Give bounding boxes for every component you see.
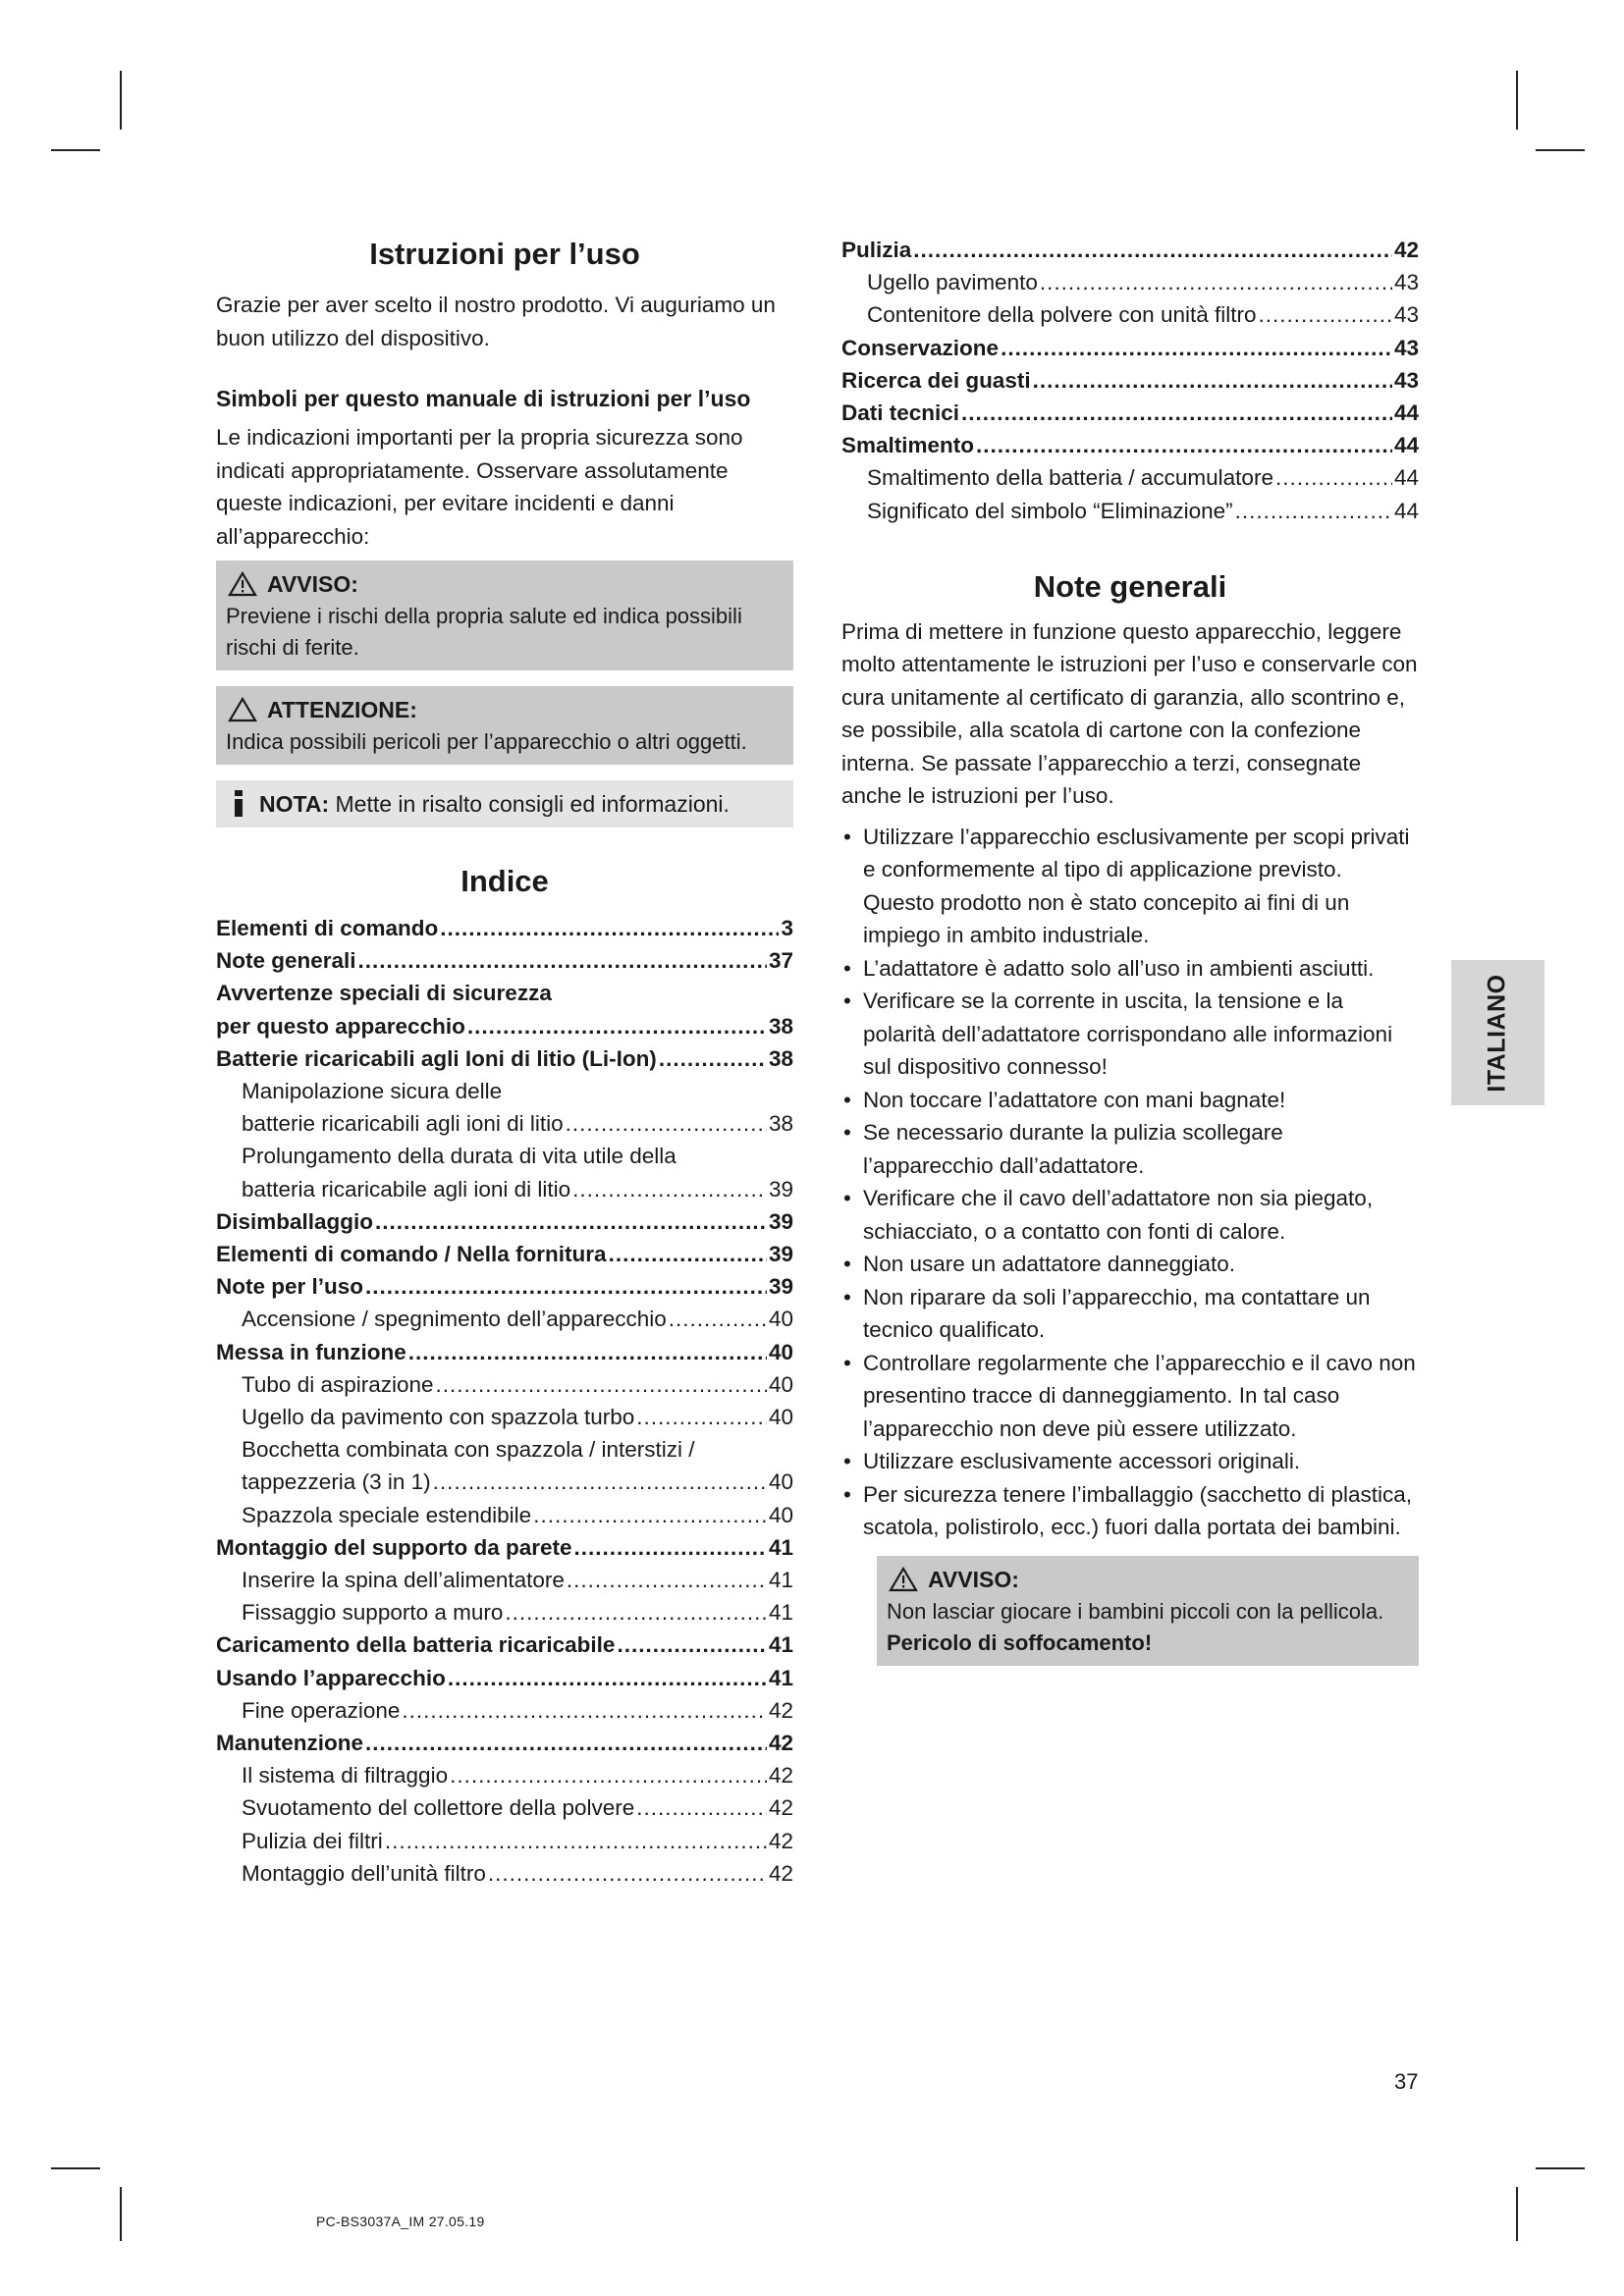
general-warning-bold: Pericolo di soffocamento! bbox=[887, 1629, 1153, 1655]
symbols-heading: Simboli per questo manuale di istruzioni per l’uso bbox=[216, 386, 751, 411]
manual-title: Istruzioni per l’uso bbox=[369, 237, 640, 271]
toc-leader-dots bbox=[961, 397, 1392, 429]
toc-page-number: 43 bbox=[1393, 302, 1419, 328]
toc-entry bbox=[216, 1694, 793, 1727]
language-tab-label: ITALIANO bbox=[1484, 973, 1511, 1093]
toc-entry bbox=[216, 1629, 793, 1661]
toc-leader-dots bbox=[533, 1499, 767, 1531]
toc-page-number: 40 bbox=[768, 1307, 793, 1332]
toc-entry-title: Montaggio del supporto da parete bbox=[216, 1534, 572, 1560]
toc-page-number: 41 bbox=[768, 1600, 793, 1626]
index-title: Indice bbox=[460, 864, 549, 898]
toc-entry bbox=[216, 1336, 793, 1368]
list-item bbox=[841, 1248, 1419, 1281]
bullet-icon: • bbox=[843, 1087, 851, 1112]
list-item-text: Controllare regolarmente che l’apparecchio e il cavo non presentino tracce di danneggiamento. In tal caso l’apparecchio non deve più essere utilizzato. bbox=[863, 1350, 1416, 1441]
crop-mark bbox=[1536, 149, 1585, 151]
toc-entry-title: Fine operazione bbox=[242, 1697, 401, 1723]
toc-entry bbox=[216, 1205, 793, 1238]
toc-entry-title: Elementi di comando / Nella fornitura bbox=[216, 1242, 607, 1267]
crop-mark bbox=[120, 2187, 122, 2241]
toc-leader-dots bbox=[1001, 332, 1392, 364]
bullet-icon: • bbox=[843, 824, 851, 849]
bullet-icon: • bbox=[843, 1350, 851, 1375]
toc-entry bbox=[841, 234, 1419, 266]
list-item-text: Utilizzare esclusivamente accessori originali. bbox=[863, 1449, 1301, 1474]
toc-entry-title: Avvertenze speciali di sicurezza bbox=[216, 981, 552, 1006]
toc-entry-title: Manutenzione bbox=[216, 1731, 363, 1756]
list-item bbox=[841, 1084, 1419, 1117]
toc-entry bbox=[216, 1173, 793, 1205]
toc-entry bbox=[216, 1531, 793, 1564]
nota-box bbox=[216, 780, 793, 828]
toc-leader-dots bbox=[572, 1173, 767, 1205]
toc-page-number: 40 bbox=[768, 1405, 793, 1430]
toc-page-number: 44 bbox=[1393, 498, 1419, 523]
footer-code: PC-BS3037A_IM 27.05.19 bbox=[316, 2214, 485, 2229]
toc-leader-dots bbox=[1235, 495, 1392, 527]
toc-page-number: 38 bbox=[768, 1045, 793, 1071]
toc-leader-dots bbox=[375, 1205, 767, 1238]
toc-entry-title: Ugello pavimento bbox=[867, 270, 1038, 295]
toc-entry bbox=[216, 1010, 793, 1042]
list-item bbox=[841, 1478, 1419, 1544]
toc-page-number: 44 bbox=[1393, 433, 1419, 458]
crop-mark bbox=[51, 2167, 100, 2169]
crop-mark bbox=[1516, 71, 1518, 130]
list-item-text: Non riparare da soli l’apparecchio, ma contattare un tecnico qualificato. bbox=[863, 1284, 1371, 1343]
thanks-text: Grazie per aver scelto il nostro prodotto. Vi auguriamo un buon utilizzo del dispositivo. bbox=[216, 293, 776, 350]
toc-leader-dots bbox=[669, 1303, 767, 1335]
warning-triangle-icon bbox=[889, 1567, 918, 1592]
bullet-icon: • bbox=[843, 1252, 851, 1277]
toc-page-number: 40 bbox=[768, 1339, 793, 1364]
list-item-text: Per sicurezza tenere l’imballaggio (sacchetto di plastica, scatola, polistirolo, ecc.) fuori dalla portata dei bambini. bbox=[863, 1481, 1413, 1540]
toc-page-number: 40 bbox=[768, 1371, 793, 1397]
toc-leader-dots bbox=[433, 1466, 767, 1498]
toc-page-number: 42 bbox=[768, 1828, 793, 1853]
list-item-text: Utilizzare l’apparecchio esclusivamente per scopi privati e conformemente al tipo di applicazione previsto. Questo prodotto non è stato concepito ai fini di un impiego in ambito industriale. bbox=[863, 824, 1410, 948]
toc-entry-title: batteria ricaricabile agli ioni di litio bbox=[242, 1176, 571, 1201]
right-column bbox=[841, 234, 1419, 1666]
toc-page-number: 44 bbox=[1393, 465, 1419, 491]
toc-leader-dots bbox=[365, 1727, 767, 1759]
toc-entry-title: Note generali bbox=[216, 948, 356, 974]
toc-entry bbox=[216, 1857, 793, 1890]
toc-entry-title: Smaltimento della batteria / accumulatore bbox=[867, 465, 1273, 491]
toc-entry-title: Contenitore della polvere con unità filtro bbox=[867, 302, 1257, 328]
toc-entry bbox=[216, 1596, 793, 1629]
toc-entry bbox=[216, 1499, 793, 1531]
toc-entry-title: Manipolazione sicura delle bbox=[242, 1079, 503, 1104]
list-item bbox=[841, 1347, 1419, 1446]
toc-entry bbox=[216, 1270, 793, 1303]
toc-page-number: 41 bbox=[768, 1632, 793, 1658]
toc-entry bbox=[216, 1433, 793, 1466]
safety-bullet-list bbox=[841, 821, 1419, 1544]
avviso-box bbox=[216, 561, 793, 670]
toc-entry-title: Il sistema di filtraggio bbox=[242, 1763, 449, 1789]
toc-page-number: 41 bbox=[768, 1665, 793, 1690]
toc-entry bbox=[216, 1466, 793, 1498]
list-item-text: Non toccare l’adattatore con mani bagnate! bbox=[863, 1087, 1286, 1112]
toc-entry bbox=[216, 1303, 793, 1335]
toc-entry bbox=[841, 364, 1419, 397]
toc-leader-dots bbox=[913, 234, 1392, 266]
table-of-contents bbox=[216, 912, 793, 1890]
list-item bbox=[841, 1445, 1419, 1478]
caution-triangle-icon bbox=[228, 697, 257, 722]
toc-entry bbox=[841, 266, 1419, 298]
toc-entry bbox=[841, 332, 1419, 364]
toc-entry bbox=[841, 429, 1419, 461]
general-warning-label: AVVISO: bbox=[928, 1566, 1019, 1592]
toc-leader-dots bbox=[1275, 461, 1392, 494]
toc-leader-dots bbox=[659, 1042, 767, 1075]
toc-page-number: 43 bbox=[1393, 270, 1419, 295]
toc-page-number: 41 bbox=[768, 1568, 793, 1593]
toc-page-number: 39 bbox=[768, 1208, 793, 1234]
toc-page-number: 38 bbox=[768, 1013, 793, 1039]
toc-entry bbox=[216, 1825, 793, 1857]
general-warning-text: Non lasciar giocare i bambini piccoli con la pellicola. bbox=[887, 1598, 1384, 1624]
warning-triangle-icon bbox=[228, 571, 257, 597]
toc-leader-dots bbox=[467, 1010, 767, 1042]
list-item bbox=[841, 821, 1419, 952]
bullet-icon: • bbox=[843, 1449, 851, 1474]
toc-leader-dots bbox=[450, 1759, 767, 1791]
toc-entry bbox=[216, 1564, 793, 1596]
toc-page-number: 39 bbox=[768, 1274, 793, 1300]
toc-leader-dots bbox=[440, 912, 779, 944]
toc-page-number: 44 bbox=[1393, 400, 1419, 426]
attenzione-label: ATTENZIONE: bbox=[267, 697, 417, 722]
list-item-text: Non usare un adattatore danneggiato. bbox=[863, 1252, 1236, 1277]
toc-page-number: 40 bbox=[768, 1469, 793, 1495]
toc-page-number: 42 bbox=[768, 1860, 793, 1886]
toc-leader-dots bbox=[567, 1564, 767, 1596]
bullet-icon: • bbox=[843, 1481, 851, 1507]
toc-entry-title: Svuotamento del collettore della polvere bbox=[242, 1795, 635, 1821]
toc-page-number: 42 bbox=[768, 1731, 793, 1756]
toc-entry-title: Disimballaggio bbox=[216, 1208, 374, 1234]
toc-entry bbox=[216, 1368, 793, 1401]
toc-entry-title: Significato del simbolo “Eliminazione” bbox=[867, 498, 1233, 523]
toc-leader-dots bbox=[448, 1662, 767, 1694]
toc-entry bbox=[216, 1075, 793, 1107]
toc-page-number: 42 bbox=[768, 1763, 793, 1789]
crop-mark bbox=[120, 71, 122, 130]
toc-page-number: 42 bbox=[1393, 238, 1419, 262]
bullet-icon: • bbox=[843, 1284, 851, 1309]
toc-entry bbox=[216, 944, 793, 977]
bullet-icon: • bbox=[843, 988, 851, 1014]
toc-page-number: 43 bbox=[1393, 335, 1419, 360]
toc-entry-title: Note per l’uso bbox=[216, 1274, 364, 1300]
toc-entry-title: tappezzeria (3 in 1) bbox=[242, 1469, 431, 1495]
toc-entry-title: Usando l’apparecchio bbox=[216, 1665, 446, 1690]
toc-entry-title: Ugello da pavimento con spazzola turbo bbox=[242, 1405, 635, 1430]
toc-entry-title: Pulizia bbox=[841, 238, 912, 262]
toc-entry-title: Tubo di aspirazione bbox=[242, 1371, 434, 1397]
toc-page-number: 39 bbox=[768, 1176, 793, 1201]
toc-entry bbox=[216, 1042, 793, 1075]
list-item bbox=[841, 1281, 1419, 1347]
toc-entry-title: Caricamento della batteria ricaricabile bbox=[216, 1632, 616, 1658]
toc-leader-dots bbox=[385, 1825, 767, 1857]
toc-page-number: 39 bbox=[768, 1242, 793, 1267]
list-item bbox=[841, 985, 1419, 1084]
crop-mark bbox=[1516, 2187, 1518, 2241]
toc-entry bbox=[216, 1401, 793, 1433]
toc-entry bbox=[216, 1759, 793, 1791]
toc-entry-title: Elementi di comando bbox=[216, 916, 439, 940]
toc-entry bbox=[216, 912, 793, 944]
general-warning-box bbox=[877, 1556, 1419, 1666]
toc-leader-dots bbox=[636, 1791, 767, 1824]
toc-entry-title: Spazzola speciale estendibile bbox=[242, 1502, 532, 1527]
toc-entry-title: Ricerca dei guasti bbox=[841, 367, 1031, 393]
bullet-icon: • bbox=[843, 955, 851, 981]
general-notes-title: Note generali bbox=[1033, 568, 1227, 604]
list-item-text: Verificare se la corrente in uscita, la tensione e la polarità dell’adattatore corrispondano alle informazioni sul dispositivo connesso! bbox=[863, 988, 1393, 1080]
toc-leader-dots bbox=[566, 1107, 767, 1140]
toc-entry-title: Montaggio dell’unità filtro bbox=[242, 1860, 486, 1886]
info-icon bbox=[230, 790, 247, 818]
toc-entry-title: Prolungamento della durata di vita utile della bbox=[242, 1144, 677, 1169]
toc-leader-dots bbox=[1259, 298, 1392, 331]
toc-entry bbox=[216, 977, 793, 1009]
toc-leader-dots bbox=[402, 1694, 767, 1727]
attenzione-box bbox=[216, 686, 793, 765]
list-item bbox=[841, 1116, 1419, 1182]
toc-leader-dots bbox=[1040, 266, 1392, 298]
toc-entry-title: Smaltimento bbox=[841, 433, 975, 458]
toc-entry-title: Pulizia dei filtri bbox=[242, 1828, 383, 1853]
nota-text: Mette in risalto consigli ed informazioni. bbox=[329, 791, 730, 817]
toc-leader-dots bbox=[408, 1336, 767, 1368]
toc-entry bbox=[216, 1727, 793, 1759]
list-item bbox=[841, 1182, 1419, 1248]
toc-page-number: 40 bbox=[768, 1502, 793, 1527]
toc-entry-title: Conservazione bbox=[841, 335, 1000, 360]
toc-entry-title: Batterie ricaricabili agli Ioni di litio (Li-Ion) bbox=[216, 1045, 657, 1071]
toc-leader-dots bbox=[1033, 364, 1392, 397]
toc-entry-title: Accensione / spegnimento dell’apparecchio bbox=[242, 1307, 667, 1332]
toc-leader-dots bbox=[617, 1629, 767, 1661]
bullet-icon: • bbox=[843, 1186, 851, 1211]
list-item-text: L’adattatore è adatto solo all’uso in ambienti asciutti. bbox=[863, 955, 1375, 981]
toc-leader-dots bbox=[488, 1857, 767, 1890]
crop-mark bbox=[51, 149, 100, 151]
list-item bbox=[841, 952, 1419, 986]
toc-entry-title: Dati tecnici bbox=[841, 400, 960, 426]
toc-entry bbox=[841, 461, 1419, 494]
toc-leader-dots bbox=[976, 429, 1392, 461]
list-item-text: Verificare che il cavo dell’adattatore non sia piegato, schiacciato, o a contatto con fonti di calore. bbox=[863, 1186, 1374, 1244]
toc-leader-dots bbox=[436, 1368, 767, 1401]
toc-leader-dots bbox=[609, 1238, 767, 1270]
toc-leader-dots bbox=[358, 944, 767, 977]
toc-entry bbox=[216, 1791, 793, 1824]
toc-entry bbox=[216, 1107, 793, 1140]
toc-entry-title: Inserire la spina dell’alimentatore bbox=[242, 1568, 565, 1593]
avviso-label: AVVISO: bbox=[267, 571, 358, 597]
language-tab bbox=[1451, 960, 1544, 1105]
toc-page-number: 43 bbox=[1393, 367, 1419, 393]
toc-leader-dots bbox=[574, 1531, 767, 1564]
toc-entry-title: per questo apparecchio bbox=[216, 1013, 465, 1039]
toc-entry-title: batterie ricaricabili agli ioni di litio bbox=[242, 1111, 564, 1137]
bullet-icon: • bbox=[843, 1120, 851, 1146]
toc-entry-title: Fissaggio supporto a muro bbox=[242, 1600, 504, 1626]
toc-entry-title: Messa in funzione bbox=[216, 1339, 406, 1364]
toc-entry bbox=[216, 1238, 793, 1270]
toc-page-number: 38 bbox=[768, 1111, 793, 1137]
toc-entry bbox=[216, 1662, 793, 1694]
page-number: 37 bbox=[1394, 2069, 1419, 2094]
toc-entry bbox=[841, 298, 1419, 331]
table-of-contents-continued bbox=[841, 234, 1419, 527]
toc-entry-title: Bocchetta combinata con spazzola / interstizi / bbox=[242, 1437, 695, 1463]
toc-page-number: 42 bbox=[768, 1795, 793, 1821]
toc-entry bbox=[216, 1140, 793, 1172]
general-notes-intro: Prima di mettere in funzione questo apparecchio, leggere molto attentamente le istruzioni per l’uso e conservarle con cura unitamente al certificato di garanzia, allo scontrino e, se possibile, alla scatola di cartone con la confezione interna. Se passate l’apparecchio a terzi, consegnate anche le istruzioni per l’uso. bbox=[841, 618, 1418, 809]
toc-leader-dots bbox=[636, 1401, 767, 1433]
avviso-text: Previene i rischi della propria salute ed indica possibili rischi di ferite. bbox=[226, 604, 742, 660]
toc-page-number: 41 bbox=[768, 1534, 793, 1560]
symbols-text: Le indicazioni importanti per la propria sicurezza sono indicati appropriatamente. Osservare assolutamente queste indicazioni, per evitare incidenti e danni all’apparecchio: bbox=[216, 425, 743, 549]
crop-mark bbox=[1536, 2167, 1585, 2169]
attenzione-text: Indica possibili pericoli per l’apparecchio o altri oggetti. bbox=[226, 729, 747, 754]
toc-entry bbox=[841, 397, 1419, 429]
nota-label: NOTA: bbox=[259, 791, 330, 817]
toc-page-number: 37 bbox=[768, 948, 793, 974]
toc-page-number: 3 bbox=[781, 916, 793, 940]
left-column bbox=[216, 234, 793, 1890]
list-item-text: Se necessario durante la pulizia scollegare l’apparecchio dall’adattatore. bbox=[863, 1120, 1283, 1178]
toc-entry bbox=[841, 495, 1419, 527]
toc-leader-dots bbox=[505, 1596, 767, 1629]
toc-leader-dots bbox=[365, 1270, 767, 1303]
toc-page-number: 42 bbox=[768, 1697, 793, 1723]
